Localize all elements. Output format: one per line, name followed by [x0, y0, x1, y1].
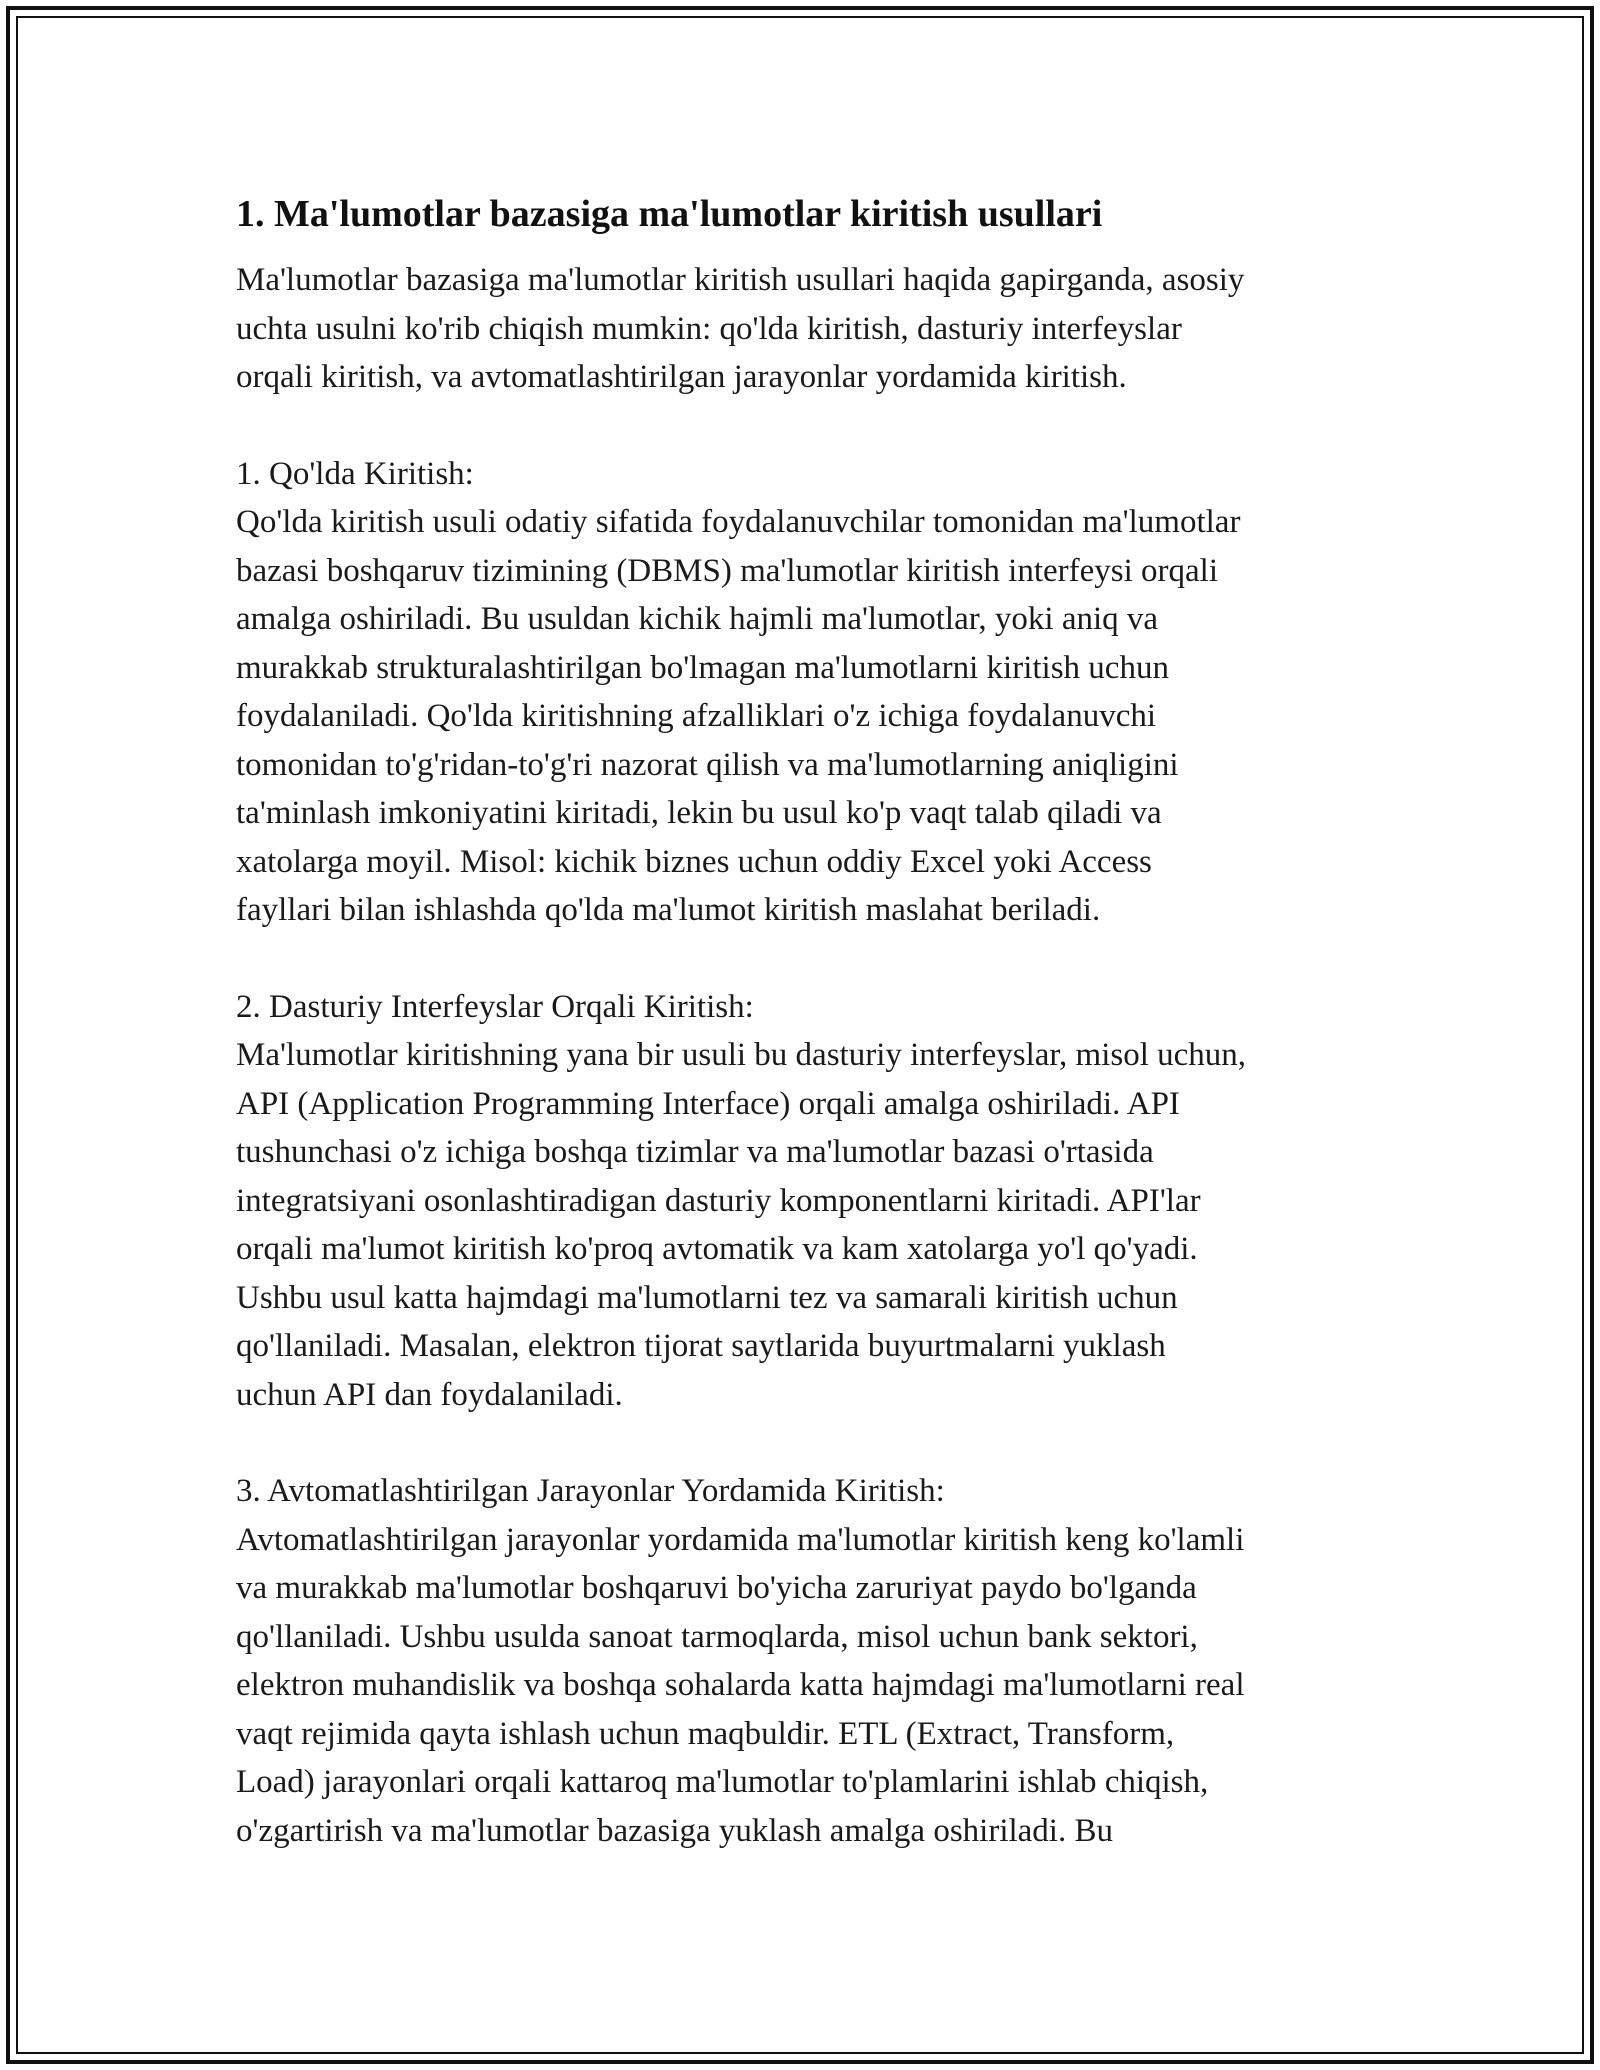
section-api-entry — [236, 983, 1376, 1420]
paragraph-gap — [236, 935, 1376, 983]
section-body: Qo'lda kiritish usuli odatiy sifatida foydalanuvchilar tomonidan ma'lumotlar bazasi boshqaruv tizimining (DBMS) ma'lumotlar kiritish interfeysi orqali amalga oshiriladi. Bu usuldan kichik hajmli ma'lumotlar, yoki aniq va murakkab strukturalashtirilgan bo'lmagan ma'lumotlarni kiritish uchun foydalaniladi. Qo'lda kiritishning afzalliklari o'z ichiga foydalanuvchi tomonidan to'g'ridan-to'g'ri nazorat qilish va ma'lumotlarning aniqligini ta'minlash imkoniyatini kiritadi, lekin bu usul ko'p vaqt talab qiladi va xatolarga moyil. Misol: kichik biznes uchun oddiy Excel yoki Access fayllari bilan ishlashda qo'lda ma'lumot kiritish maslahat beriladi. — [236, 504, 1241, 928]
section-automated-entry — [236, 1467, 1376, 1855]
intro-paragraph: Ma'lumotlar bazasiga ma'lumotlar kiritish usullari haqida gapirganda, asosiy uchta usulni ko'rib chiqish mumkin: qo'lda kiritish, dasturiy interfeyslar orqali kiritish, va avtomatlashtirilgan jarayonlar yordamida kiritish. — [236, 262, 1245, 395]
section-heading: 2. Dasturiy Interfeyslar Orqali Kiritish: — [236, 988, 754, 1025]
section-manual-entry — [236, 450, 1376, 935]
paragraph-gap — [236, 1419, 1376, 1467]
paragraph-gap — [236, 402, 1376, 450]
section-body: Ma'lumotlar kiritishning yana bir usuli bu dasturiy interfeyslar, misol uchun, API (Application Programming Interface) orqali amalga oshiriladi. API tushunchasi o'z ichiga boshqa tizimlar va ma'lumotlar bazasi o'rtasida integratsiyani osonlashtiradigan dasturiy komponentlarni kiritadi. API'lar orqali ma'lumot kiritish ko'proq avtomatik va kam xatolarga yo'l qo'yadi. Ushbu usul katta hajmdagi ma'lumotlarni tez va samarali kiritish uchun qo'llaniladi. Masalan, elektron tijorat saytlarida buyurtmalarni yuklash uchun API dan foydalaniladi. — [236, 1037, 1247, 1413]
section-heading: 1. Qo'lda Kiritish: — [236, 455, 474, 492]
document-title: 1. Ma'lumotlar bazasiga ma'lumotlar kiritish usullari — [236, 193, 1103, 235]
section-heading: 3. Avtomatlashtirilgan Jarayonlar Yordamida Kiritish: — [236, 1473, 945, 1509]
document-body — [236, 188, 1376, 1855]
section-body: Avtomatlashtirilgan jarayonlar yordamida ma'lumotlar kiritish keng ko'lamli va murakkab ma'lumotlar boshqaruvi bo'yicha zaruriyat paydo bo'lganda qo'llaniladi. Ushbu usulda sanoat tarmoqlarda, misol uchun bank sektori, elektron muhandislik va boshqa sohalarda katta hajmdagi ma'lumotlarni real vaqt rejimida qayta ishlash uchun maqbuldir. ETL (Extract, Transform, Load) jarayonlari orqali kattaroq ma'lumotlar to'plamlarini ishlab chiqish, o'zgartirish va ma'lumotlar bazasiga yuklash amalga oshiriladi. Bu — [236, 1521, 1245, 1849]
